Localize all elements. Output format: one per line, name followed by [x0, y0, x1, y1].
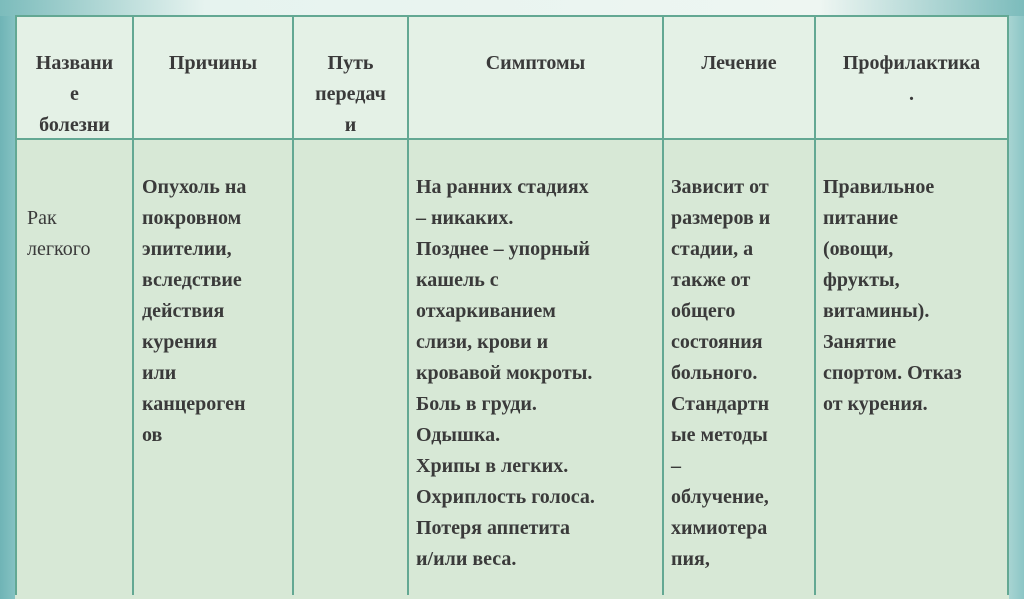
col-divider — [407, 15, 409, 595]
header-causes: Причины — [168, 52, 258, 74]
header-divider — [15, 138, 1009, 140]
cell-symptoms: На ранних стадиях – никаких. Позднее – упорный кашель с отхаркиванием слизи, крови и кровавой мокроты. Боль в груди. Одышка. Хрипы в легких. Охриплость голоса. Потеря аппетита и/или веса. — [416, 176, 595, 570]
cell-prevention: Правильное питание (овощи, фрукты, витамины). Занятие спортом. Отказ от курения. — [823, 176, 962, 415]
col-divider — [662, 15, 664, 595]
cell-causes: Опухоль на покровном эпителии, вследствие действия курения или канцероген ов — [142, 176, 247, 446]
header-treatment: Лечение — [701, 52, 777, 74]
cell-disease: Рак легкого — [27, 207, 91, 260]
header-disease-name: Названи е болезни — [35, 52, 114, 136]
disease-table — [15, 15, 1009, 595]
header-symptoms: Симптомы — [485, 52, 586, 74]
slide-top-strip — [0, 0, 1024, 16]
header-prevention: Профилактика . — [842, 52, 981, 105]
cell-treatment: Зависит от размеров и стадии, а также от общего состояния больного. Стандартн ые методы – облучение, химиотера пия, — [671, 176, 771, 570]
table-border-top — [15, 15, 1009, 17]
col-divider — [132, 15, 134, 595]
header-transmission: Путь передач и — [315, 52, 386, 136]
col-divider — [1007, 15, 1009, 595]
